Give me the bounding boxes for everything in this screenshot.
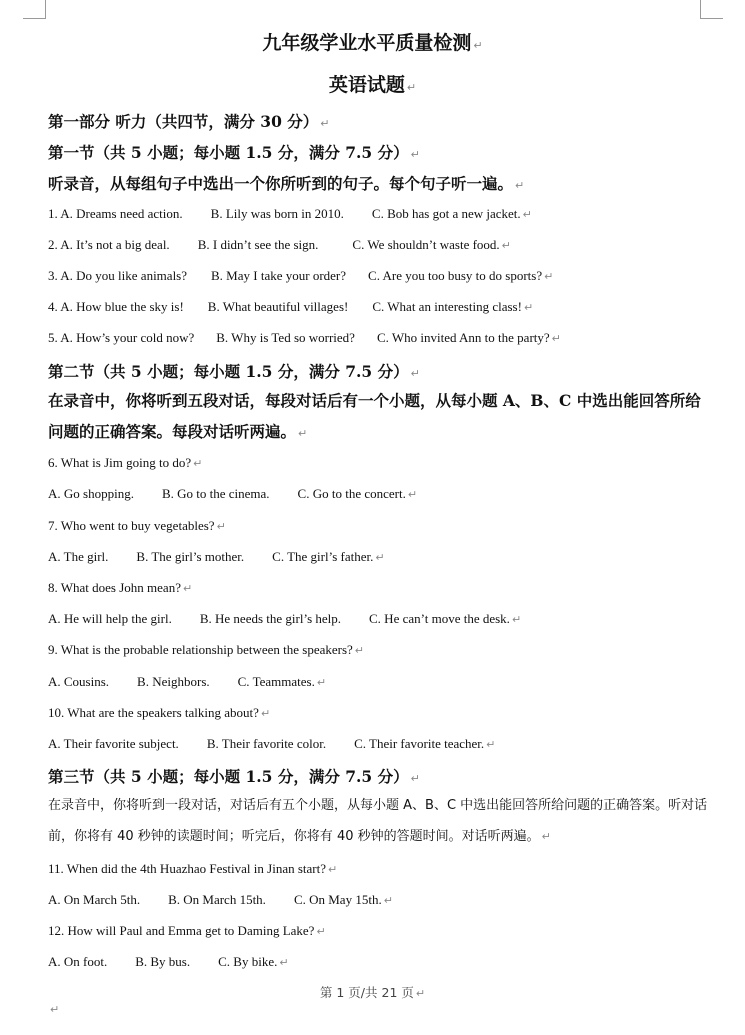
question-row bbox=[48, 268, 553, 284]
return-mark-icon: ↵ bbox=[486, 738, 496, 751]
return-mark-icon: ↵ bbox=[406, 81, 417, 94]
return-mark-icon: ↵ bbox=[298, 427, 308, 440]
return-mark-icon: ↵ bbox=[182, 582, 193, 595]
return-mark-icon: ↵ bbox=[354, 644, 365, 657]
option-c: C. On May 15th. bbox=[293, 892, 382, 907]
option-c: C. We shouldn’t waste food. bbox=[352, 237, 500, 252]
return-mark-icon: ↵ bbox=[320, 117, 330, 130]
option-b: B. On March 15th. bbox=[168, 892, 266, 907]
option-c: C. Their favorite teacher. bbox=[354, 736, 485, 751]
option-b: B. Neighbors. bbox=[137, 674, 210, 689]
option-c: C. By bike. bbox=[218, 954, 278, 969]
margin-corner-top-left bbox=[23, 0, 46, 19]
margin-corner-top-right bbox=[700, 0, 723, 19]
option-a: 4. A. How blue the sky is! bbox=[48, 299, 184, 314]
option-c: C. He can’t move the desk. bbox=[369, 611, 510, 626]
option-b: B. By bus. bbox=[135, 954, 191, 969]
page-footer: 第 1 页/共 21 页 ↵ bbox=[319, 985, 426, 1000]
question-stem: 12. How will Paul and Emma get to Daming Lake? ↵ bbox=[48, 923, 326, 938]
return-mark-icon: ↵ bbox=[260, 707, 271, 720]
question-stem: 10. What are the speakers talking about? ↵ bbox=[48, 705, 271, 720]
return-mark-icon: ↵ bbox=[522, 208, 532, 221]
option-a: A. On March 5th. bbox=[48, 892, 141, 907]
return-mark-icon: ↵ bbox=[316, 676, 327, 689]
return-mark-icon: ↵ bbox=[216, 520, 226, 533]
option-a: A. The girl. bbox=[48, 549, 109, 564]
return-mark-icon: ↵ bbox=[410, 148, 420, 161]
option-a: 2. A. It’s not a big deal. bbox=[48, 237, 170, 252]
exam-subtitle: 英语试题 ↵ bbox=[328, 74, 417, 96]
option-b: B. Why is Ted so worried? bbox=[216, 330, 355, 345]
option-c: C. What an interesting class! bbox=[372, 299, 522, 314]
return-mark-icon: ↵ bbox=[501, 239, 511, 252]
section1-heading: 第一节（共 5 小题；每小题 1.5 分，满分 7.5 分） ↵ bbox=[48, 143, 420, 162]
option-c: C. Are you too busy to do sports? bbox=[368, 268, 543, 283]
option-c: C. Bob has got a new jacket. bbox=[371, 206, 521, 221]
return-mark-icon: ↵ bbox=[279, 956, 289, 969]
section1-instruction: 听录音，从每组句子中选出一个你所听到的句子。每个句子听一遍。 ↵ bbox=[48, 174, 525, 193]
end-paragraph-mark bbox=[48, 1000, 59, 1018]
return-mark-icon: ↵ bbox=[328, 863, 338, 876]
option-a: A. He will help the girl. bbox=[48, 611, 172, 626]
question-options bbox=[48, 549, 385, 565]
section2-heading: 第二节（共 5 小题；每小题 1.5 分，满分 7.5 分） ↵ bbox=[48, 362, 420, 381]
option-c: C. The girl’s father. bbox=[272, 549, 374, 564]
option-c: C. Go to the concert. bbox=[297, 486, 406, 501]
option-a: 3. A. Do you like animals? bbox=[48, 268, 188, 283]
option-b: B. Go to the cinema. bbox=[161, 486, 270, 501]
return-mark-icon: ↵ bbox=[544, 270, 554, 283]
exam-title: 九年级学业水平质量检测 ↵ bbox=[262, 32, 483, 54]
return-mark-icon: ↵ bbox=[551, 332, 561, 345]
question-options bbox=[48, 611, 521, 627]
option-b: B. Their favorite color. bbox=[206, 736, 327, 751]
section3-heading: 第三节（共 5 小题；每小题 1.5 分，满分 7.5 分） ↵ bbox=[48, 767, 420, 786]
question-options bbox=[48, 486, 417, 502]
return-mark-icon: ↵ bbox=[50, 1003, 60, 1016]
question-stem: 9. What is the probable relationship between the speakers? ↵ bbox=[48, 642, 365, 657]
option-b: B. He needs the girl’s help. bbox=[199, 611, 342, 626]
return-mark-icon: ↵ bbox=[316, 925, 326, 938]
option-c: C. Teammates. bbox=[237, 674, 315, 689]
question-stem: 6. What is Jim going to do? ↵ bbox=[48, 455, 203, 470]
part1-heading: 第一部分 听力（共四节，满分 30 分） ↵ bbox=[48, 112, 330, 131]
question-stem: 11. When did the 4th Huazhao Festival in Jinan start? ↵ bbox=[48, 861, 338, 876]
return-mark-icon: ↵ bbox=[383, 894, 393, 907]
return-mark-icon: ↵ bbox=[473, 39, 483, 52]
return-mark-icon: ↵ bbox=[515, 179, 525, 192]
return-mark-icon: ↵ bbox=[410, 772, 420, 785]
option-a: A. On foot. bbox=[48, 954, 108, 969]
return-mark-icon: ↵ bbox=[193, 457, 203, 470]
section3-instruction: 在录音中，你将听到一段对话，对话后有五个小题，从每小题 A、B、C 中选出能回答所给问题的正确答案。听对话前，你将有 40 秒钟的读题时间；听完后，你将有 40 秒钟的答题时间。对话听两遍。 ↵ bbox=[48, 798, 708, 844]
question-row bbox=[48, 330, 561, 346]
question-stem: 8. What does John mean? ↵ bbox=[48, 580, 193, 595]
option-b: B. The girl’s mother. bbox=[136, 549, 245, 564]
question-row bbox=[48, 237, 511, 253]
option-b: B. What beautiful villages! bbox=[207, 299, 349, 314]
question-options bbox=[48, 954, 289, 970]
question-stem: 7. Who went to buy vegetables? ↵ bbox=[48, 518, 226, 533]
return-mark-icon: ↵ bbox=[415, 987, 426, 1000]
return-mark-icon: ↵ bbox=[410, 367, 420, 380]
return-mark-icon: ↵ bbox=[511, 613, 522, 626]
return-mark-icon: ↵ bbox=[541, 830, 551, 843]
question-options bbox=[48, 892, 393, 908]
option-a: A. Their favorite subject. bbox=[48, 736, 179, 751]
option-a: 1. A. Dreams need action. bbox=[48, 206, 183, 221]
option-b: B. Lily was born in 2010. bbox=[210, 206, 344, 221]
return-mark-icon: ↵ bbox=[407, 488, 418, 501]
return-mark-icon: ↵ bbox=[523, 301, 534, 314]
question-options bbox=[48, 736, 495, 752]
question-row bbox=[48, 206, 532, 222]
option-b: B. May I take your order? bbox=[211, 268, 347, 283]
question-options bbox=[48, 674, 326, 690]
question-row bbox=[48, 299, 533, 315]
option-a: 5. A. How’s your cold now? bbox=[48, 330, 195, 345]
option-c: C. Who invited Ann to the party? bbox=[376, 330, 550, 345]
option-a: A. Cousins. bbox=[48, 674, 110, 689]
option-a: A. Go shopping. bbox=[48, 486, 134, 501]
option-b: B. I didn’t see the sign. bbox=[197, 237, 319, 252]
return-mark-icon: ↵ bbox=[375, 551, 385, 564]
section2-instruction: 在录音中，你将听到五段对话，每段对话后有一个小题，从每小题 A、B、C 中选出能回答所给问题的正确答案。每段对话听两遍。 ↵ bbox=[48, 391, 701, 441]
